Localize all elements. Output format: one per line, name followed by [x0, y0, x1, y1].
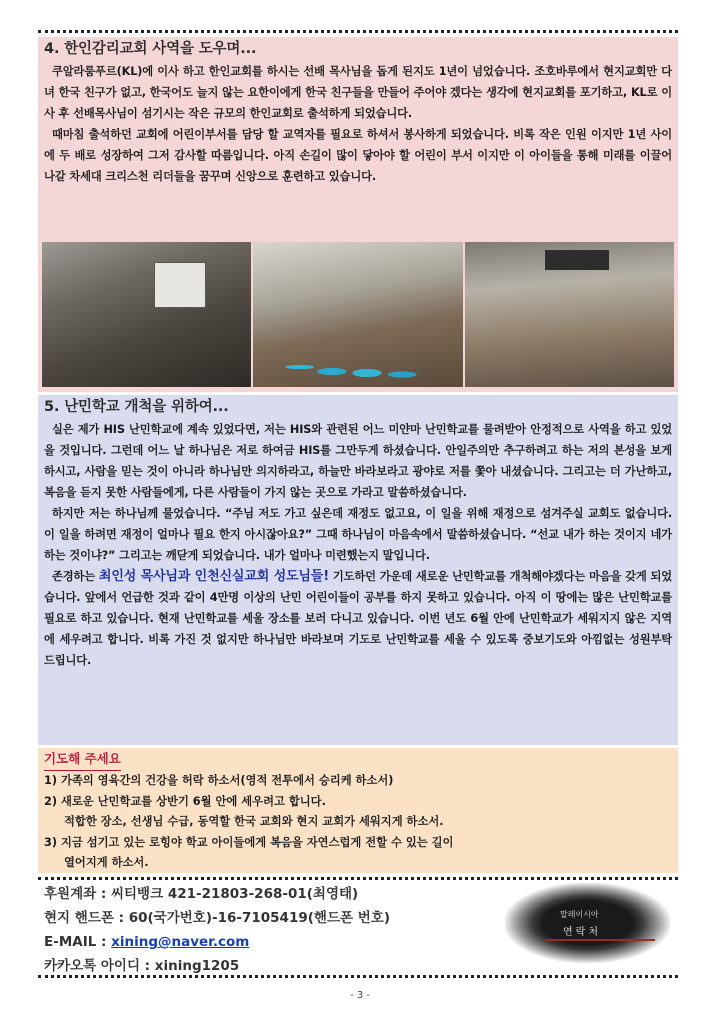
prayer-list	[44, 771, 672, 874]
top-divider	[38, 30, 678, 33]
contact-info	[44, 882, 504, 978]
logo-underline	[545, 939, 655, 941]
logo-line: 말레이시아	[560, 910, 599, 919]
text: 존경하는	[52, 570, 99, 583]
paragraph	[44, 566, 672, 671]
highlighted-greeting: 최인성 목사님과 인천신실교회 성도님들!	[98, 569, 329, 584]
paragraph: 하지만 저는 하나님께 물었습니다. “주님 저도 가고 싶은데 재정도 없고요, 이 일을 위해 재정으로 섬겨주실 교회도 없습니다. 이 일을 하려면 재정이 얼마나 필요 한지 아시잖아요?” 그때 하나님이 마음속에서 말씀하셨습니다. “선교 내가 하는 것이지 네가 하는 것이냐?” 그리고는 깨닫게 되었습니다. 내가 얼마나 미련했는지 말입니다.	[44, 507, 672, 562]
logo-title: 연락처	[563, 927, 601, 938]
email-row	[44, 930, 504, 954]
prayer-requests	[38, 748, 678, 873]
photo-footwashing	[253, 242, 462, 387]
prayer-item: 2) 새로운 난민학교를 상반기 6월 안에 세우려고 합니다.	[44, 794, 326, 808]
prayer-item: 적합한 장소, 선생님 수급, 동역할 한국 교회와 현지 교회가 세워지게 하소서.	[64, 815, 444, 828]
blackboard	[545, 250, 609, 270]
prayer-item: 열어지게 하소서.	[64, 856, 149, 869]
photo-classroom	[42, 242, 251, 387]
paragraph: 쿠알라룸푸르(KL)에 이사 하고 한인교회를 하시는 선배 목사님을 돕게 된지도 1년이 넘었습니다. 조호바루에서 현지교회만 다녀 한국 친구가 없고, 한국어도 늘지 않는 요한이에게 한국 친구들을 만들어 주어야 겠다는 생각에 현지교회를 포기하고, KL로 이사 후 선배목사님이 섬기시는 작은 규모의 한인교회로 출석하게 되었습니다.	[44, 65, 672, 120]
section-korean-church	[38, 37, 678, 392]
photo-children-gathering	[465, 242, 674, 387]
kakao-id: 카카오톡 아이디 : xining1205	[44, 958, 240, 974]
paragraph: 때마침 출석하던 교회에 어린이부서를 담당 할 교역자를 필요로 하셔서 봉사하게 되었습니다. 비록 작은 인원 이지만 1년 사이에 두 배로 성장하여 그저 감사할 따름입니다. 아직 손길이 많이 닿아야 할 어린이 부서 이지만 이 아이들을 통해 미래를 이끌어 나갈 차세대 크리스천 리더들을 꿈꾸며 신앙으로 훈련하고 있습니다.	[44, 128, 672, 183]
water-basins	[283, 349, 423, 379]
page-number: - 3 -	[350, 990, 370, 1001]
photo-strip	[42, 242, 674, 387]
email-label: E-MAIL :	[44, 934, 112, 950]
text: 기도하던 가운데 새로운 난민학교를 개척해야겠다는 마음을 갖게 되었습니다. 앞에서 언급한 것과 같이 4만명 이상의 난민 어린이들이 공부를 하지 못하고 있습니다. 아직 이 땅에는 많은 난민학교를 필요로 하고 있습니다. 현재 난민학교를 세울 장소를 보러 다니고 있습니다. 이번 년도 6월 안에 난민학교가 세워지지 않은 지역에 세우려고 합니다. 비록 가진 것 없지만 하나님만 바라보며 기도로 난민학교를 세울 수 있도록 중보기도와 아낌없는 성원부탁 드립니다.	[44, 570, 673, 667]
contact-divider-bottom	[38, 975, 678, 978]
prayer-title: 기도해 주세요	[44, 748, 121, 771]
email-link[interactable]: xining@naver.com	[111, 934, 250, 950]
section-refugee-school	[38, 395, 678, 745]
prayer-item: 3) 지금 섬기고 있는 로힝야 학교 아이들에게 복음을 자연스럽게 전할 수 있는 길이	[44, 835, 454, 849]
bank-account: 후원계좌 : 씨티뱅크 421-21803-268-01(최영태)	[44, 886, 359, 902]
contact-logo	[505, 883, 670, 963]
section-title: 5. 난민학교 개척을 위하여...	[44, 399, 229, 415]
projector-screen	[154, 262, 206, 308]
phone-number: 현지 핸드폰 : 60(국가번호)-16-7105419(핸드폰 번호)	[44, 910, 390, 926]
contact-divider-top	[38, 877, 678, 880]
section-title: 4. 한인감리교회 사역을 도우며...	[44, 41, 257, 57]
prayer-item: 1) 가족의 영육간의 건강을 허락 하소서(영적 전투에서 승리케 하소서)	[44, 774, 394, 787]
paragraph: 실은 제가 HIS 난민학교에 계속 있었다면, 저는 HIS와 관련된 어느 미얀마 난민학교를 물려받아 안정적으로 사역을 하고 있었을 것입니다. 그런데 어느 날 하나님은 저로 하여금 HIS를 그만두게 하셨습니다. 안일주의만 추구하려고 하는 저의 본성을 보게 하시고, 사람을 믿는 것이 아니라 하나님만 의지하라고, 하늘만 바라보라고 광야로 저를 쫓아 내셨습니다. 그리고는 더 가난하고, 복음을 듣지 못한 사람들에게, 다른 사람들이 가지 않는 곳으로 가라고 말씀하셨습니다.	[44, 423, 672, 499]
